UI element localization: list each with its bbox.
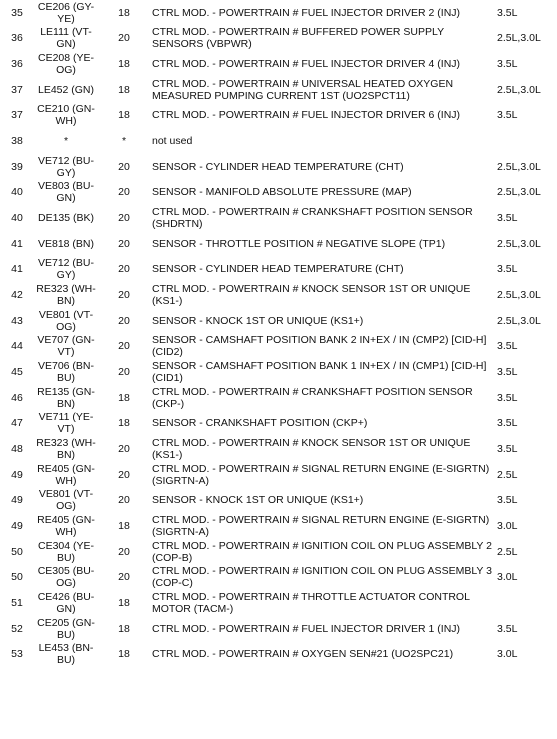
circuit-description-cell: SENSOR - THROTTLE POSITION # NEGATIVE SLOPE (TP1) bbox=[152, 237, 446, 250]
circuit-cell: LE111 (VT-GN) bbox=[40, 26, 92, 51]
pin-number-cell: 41 bbox=[11, 263, 23, 276]
circuit-description-cell: SENSOR - KNOCK 1ST OR UNIQUE (KS1+) bbox=[152, 494, 364, 507]
circuit-cell: RE405 (GN-WH) bbox=[37, 513, 95, 538]
circuit-cell: CE206 (GY-YE) bbox=[37, 0, 95, 25]
engine-applicability-cell: 3.5L bbox=[497, 263, 518, 276]
engine-applicability-cell: 3.5L bbox=[497, 58, 518, 71]
circuit-cell: CE305 (BU-OG) bbox=[37, 565, 95, 590]
pin-number-cell: 44 bbox=[11, 340, 23, 353]
table-row bbox=[0, 641, 557, 667]
circuit-cell: VE712 (BU-GY) bbox=[37, 257, 95, 282]
table-row bbox=[0, 308, 557, 334]
table-row bbox=[0, 487, 557, 513]
engine-applicability-cell: 3.5L bbox=[497, 366, 518, 379]
engine-applicability-cell: 2.5L bbox=[497, 545, 518, 558]
table-row bbox=[0, 180, 557, 206]
pin-number-cell: 50 bbox=[11, 545, 23, 558]
circuit-cell: RE323 (WH-BN) bbox=[36, 283, 96, 308]
circuit-description-cell: CTRL MOD. - POWERTRAIN # FUEL INJECTOR DRIVER 6 (INJ) bbox=[152, 109, 461, 122]
pin-number-cell: 49 bbox=[11, 494, 23, 507]
pin-number-cell: 47 bbox=[11, 417, 23, 430]
engine-applicability-cell: 3.0L bbox=[497, 571, 518, 584]
table-row bbox=[0, 616, 557, 642]
engine-applicability-cell: 3.5L bbox=[497, 212, 518, 225]
circuit-cell: VE706 (BN-BU) bbox=[37, 360, 95, 385]
engine-applicability-cell bbox=[497, 128, 557, 154]
engine-applicability-cell: 3.5L bbox=[497, 442, 518, 455]
pin-number-cell: 41 bbox=[11, 237, 23, 250]
table-row bbox=[0, 51, 557, 77]
table-row bbox=[0, 282, 557, 308]
circuit-description-cell: SENSOR - CAMSHAFT POSITION BANK 1 IN+EX / IN (CMP1) [CID-H] (CID1) bbox=[152, 360, 487, 385]
wire-gauge-cell: 20 bbox=[118, 366, 130, 379]
wire-gauge-cell: * bbox=[121, 135, 127, 148]
engine-applicability-cell: 2.5L,3.0L bbox=[497, 186, 541, 199]
pin-number-cell: 40 bbox=[11, 212, 23, 225]
wire-gauge-cell: 20 bbox=[118, 494, 130, 507]
circuit-description-cell: not used bbox=[152, 135, 193, 148]
circuit-description-cell: CTRL MOD. - POWERTRAIN # BUFFERED POWER SUPPLY SENSORS (VBPWR) bbox=[152, 26, 444, 51]
table-row bbox=[0, 77, 557, 103]
engine-applicability-cell: 2.5L,3.0L bbox=[497, 83, 541, 96]
pin-number-cell: 36 bbox=[11, 32, 23, 45]
wire-gauge-cell: 20 bbox=[118, 545, 130, 558]
pin-number-cell: 37 bbox=[11, 83, 23, 96]
circuit-description-cell: CTRL MOD. - POWERTRAIN # UNIVERSAL HEATED OXYGEN MEASURED PUMPING CURRENT 1ST (UO2SPCT11) bbox=[152, 77, 454, 102]
circuit-description-cell: SENSOR - CRANKSHAFT POSITION (CKP+) bbox=[152, 417, 368, 430]
wire-gauge-cell: 20 bbox=[118, 237, 130, 250]
circuit-description-cell: CTRL MOD. - POWERTRAIN # CRANKSHAFT POSITION SENSOR (CKP-) bbox=[152, 385, 473, 410]
wire-gauge-cell: 18 bbox=[118, 519, 130, 532]
circuit-description-cell: CTRL MOD. - POWERTRAIN # FUEL INJECTOR DRIVER 1 (INJ) bbox=[152, 622, 461, 635]
wire-gauge-cell: 18 bbox=[118, 596, 130, 609]
wire-gauge-cell: 20 bbox=[118, 263, 130, 276]
wire-gauge-cell: 20 bbox=[118, 32, 130, 45]
pin-number-cell: 49 bbox=[11, 519, 23, 532]
wire-gauge-cell: 20 bbox=[118, 186, 130, 199]
pin-number-cell: 42 bbox=[11, 289, 23, 302]
table-row bbox=[0, 334, 557, 360]
wire-gauge-cell: 18 bbox=[118, 417, 130, 430]
table-row bbox=[0, 411, 557, 437]
engine-applicability-cell: 3.5L bbox=[497, 417, 518, 430]
circuit-description-cell: SENSOR - CYLINDER HEAD TEMPERATURE (CHT) bbox=[152, 263, 404, 276]
table-row bbox=[0, 436, 557, 462]
pin-number-cell: 39 bbox=[11, 160, 23, 173]
engine-applicability-cell: 3.0L bbox=[497, 648, 518, 661]
pin-number-cell: 51 bbox=[11, 596, 23, 609]
circuit-cell: VE803 (BU-GN) bbox=[37, 180, 95, 205]
pin-number-cell: 36 bbox=[11, 58, 23, 71]
wire-gauge-cell: 20 bbox=[118, 442, 130, 455]
circuit-cell: CE205 (GN-BU) bbox=[37, 616, 95, 641]
engine-applicability-cell: 2.5L,3.0L bbox=[497, 237, 541, 250]
circuit-cell: RE135 (GN-BN) bbox=[37, 385, 95, 410]
pin-number-cell: 40 bbox=[11, 186, 23, 199]
circuit-description-cell: SENSOR - CAMSHAFT POSITION BANK 2 IN+EX / IN (CMP2) [CID-H] (CID2) bbox=[152, 334, 487, 359]
pin-number-cell: 35 bbox=[11, 6, 23, 19]
circuit-description-cell: CTRL MOD. - POWERTRAIN # SIGNAL RETURN ENGINE (E-SIGRTN) (SIGRTN-A) bbox=[152, 462, 490, 487]
table-row bbox=[0, 359, 557, 385]
pin-number-cell: 48 bbox=[11, 442, 23, 455]
table-row bbox=[0, 539, 557, 565]
engine-applicability-cell: 3.5L bbox=[497, 391, 518, 404]
circuit-description-cell: CTRL MOD. - POWERTRAIN # KNOCK SENSOR 1ST OR UNIQUE (KS1-) bbox=[152, 283, 471, 308]
table-row bbox=[0, 231, 557, 257]
circuit-description-cell: CTRL MOD. - POWERTRAIN # SIGNAL RETURN ENGINE (E-SIGRTN) (SIGRTN-A) bbox=[152, 513, 490, 538]
circuit-cell: CE304 (YE-BU) bbox=[37, 539, 95, 564]
pin-number-cell: 50 bbox=[11, 571, 23, 584]
wire-gauge-cell: 20 bbox=[118, 160, 130, 173]
pin-number-cell: 53 bbox=[11, 648, 23, 661]
circuit-description-cell: CTRL MOD. - POWERTRAIN # OXYGEN SEN#21 (UO2SPC21) bbox=[152, 648, 454, 661]
circuit-cell: * bbox=[63, 135, 69, 148]
pin-number-cell: 49 bbox=[11, 468, 23, 481]
circuit-description-cell: CTRL MOD. - POWERTRAIN # IGNITION COIL ON PLUG ASSEMBLY 2 (COP-B) bbox=[152, 539, 492, 564]
engine-applicability-cell: 2.5L,3.0L bbox=[497, 32, 541, 45]
engine-applicability-cell: 3.5L bbox=[497, 109, 518, 122]
circuit-cell: CE210 (GN-WH) bbox=[37, 103, 95, 128]
table-row bbox=[0, 385, 557, 411]
circuit-description-cell: SENSOR - CYLINDER HEAD TEMPERATURE (CHT) bbox=[152, 160, 404, 173]
pin-number-cell: 52 bbox=[11, 622, 23, 635]
table-row bbox=[0, 103, 557, 129]
circuit-cell: VE801 (VT-OG) bbox=[38, 488, 94, 513]
circuit-cell: RE405 (GN-WH) bbox=[37, 462, 95, 487]
wire-gauge-cell: 20 bbox=[118, 340, 130, 353]
circuit-description-cell: SENSOR - KNOCK 1ST OR UNIQUE (KS1+) bbox=[152, 314, 364, 327]
wire-gauge-cell: 18 bbox=[118, 622, 130, 635]
wire-gauge-cell: 20 bbox=[118, 314, 130, 327]
wire-gauge-cell: 20 bbox=[118, 571, 130, 584]
table-row bbox=[0, 128, 557, 154]
circuit-cell: DE135 (BK) bbox=[37, 212, 95, 225]
circuit-description-cell: CTRL MOD. - POWERTRAIN # THROTTLE ACTUATOR CONTROL MOTOR (TACM-) bbox=[152, 590, 470, 615]
table-row bbox=[0, 513, 557, 539]
pin-number-cell: 45 bbox=[11, 366, 23, 379]
circuit-cell: LE453 (BN-BU) bbox=[38, 642, 94, 667]
wire-gauge-cell: 18 bbox=[118, 109, 130, 122]
circuit-cell: CE426 (BU-GN) bbox=[37, 590, 95, 615]
circuit-description-cell: CTRL MOD. - POWERTRAIN # KNOCK SENSOR 1ST OR UNIQUE (KS1-) bbox=[152, 436, 471, 461]
table-row bbox=[0, 0, 557, 26]
pin-number-cell: 46 bbox=[11, 391, 23, 404]
table-row bbox=[0, 205, 557, 231]
engine-applicability-cell: 3.5L bbox=[497, 494, 518, 507]
engine-applicability-cell: 2.5L bbox=[497, 468, 518, 481]
wire-gauge-cell: 18 bbox=[118, 391, 130, 404]
engine-applicability-cell bbox=[497, 590, 557, 616]
engine-applicability-cell: 3.5L bbox=[497, 340, 518, 353]
engine-applicability-cell: 2.5L,3.0L bbox=[497, 314, 541, 327]
circuit-cell: VE707 (GN-VT) bbox=[37, 334, 95, 359]
pin-number-cell: 43 bbox=[11, 314, 23, 327]
pin-number-cell: 37 bbox=[11, 109, 23, 122]
table-row bbox=[0, 257, 557, 283]
table-row bbox=[0, 462, 557, 488]
wire-gauge-cell: 18 bbox=[118, 648, 130, 661]
wire-gauge-cell: 18 bbox=[118, 6, 130, 19]
circuit-description-cell: CTRL MOD. - POWERTRAIN # IGNITION COIL ON PLUG ASSEMBLY 3 (COP-C) bbox=[152, 565, 492, 590]
engine-applicability-cell: 3.5L bbox=[497, 622, 518, 635]
engine-applicability-cell: 2.5L,3.0L bbox=[497, 160, 541, 173]
circuit-cell: LE452 (GN) bbox=[37, 83, 95, 96]
table-row bbox=[0, 590, 557, 616]
wire-gauge-cell: 18 bbox=[118, 83, 130, 96]
engine-applicability-cell: 3.0L bbox=[497, 519, 518, 532]
circuit-cell: VE711 (YE-VT) bbox=[38, 411, 94, 436]
wire-gauge-cell: 20 bbox=[118, 212, 130, 225]
circuit-cell: CE208 (YE-OG) bbox=[37, 52, 95, 77]
circuit-description-cell: SENSOR - MANIFOLD ABSOLUTE PRESSURE (MAP) bbox=[152, 186, 412, 199]
table-row bbox=[0, 26, 557, 52]
wire-gauge-cell: 20 bbox=[118, 289, 130, 302]
circuit-cell: RE323 (WH-BN) bbox=[36, 436, 96, 461]
table-row bbox=[0, 154, 557, 180]
table-row bbox=[0, 564, 557, 590]
circuit-description-cell: CTRL MOD. - POWERTRAIN # CRANKSHAFT POSITION SENSOR (SHDRTN) bbox=[152, 206, 473, 231]
engine-applicability-cell: 3.5L bbox=[497, 6, 518, 19]
engine-applicability-cell: 2.5L,3.0L bbox=[497, 289, 541, 302]
wire-gauge-cell: 20 bbox=[118, 468, 130, 481]
circuit-description-cell: CTRL MOD. - POWERTRAIN # FUEL INJECTOR DRIVER 4 (INJ) bbox=[152, 58, 461, 71]
circuit-cell: VE801 (VT-OG) bbox=[38, 308, 94, 333]
wire-gauge-cell: 18 bbox=[118, 58, 130, 71]
pin-number-cell: 38 bbox=[11, 135, 23, 148]
circuit-description-cell: CTRL MOD. - POWERTRAIN # FUEL INJECTOR DRIVER 2 (INJ) bbox=[152, 6, 461, 19]
circuit-cell: VE818 (BN) bbox=[37, 237, 95, 250]
circuit-cell: VE712 (BU-GY) bbox=[37, 154, 95, 179]
